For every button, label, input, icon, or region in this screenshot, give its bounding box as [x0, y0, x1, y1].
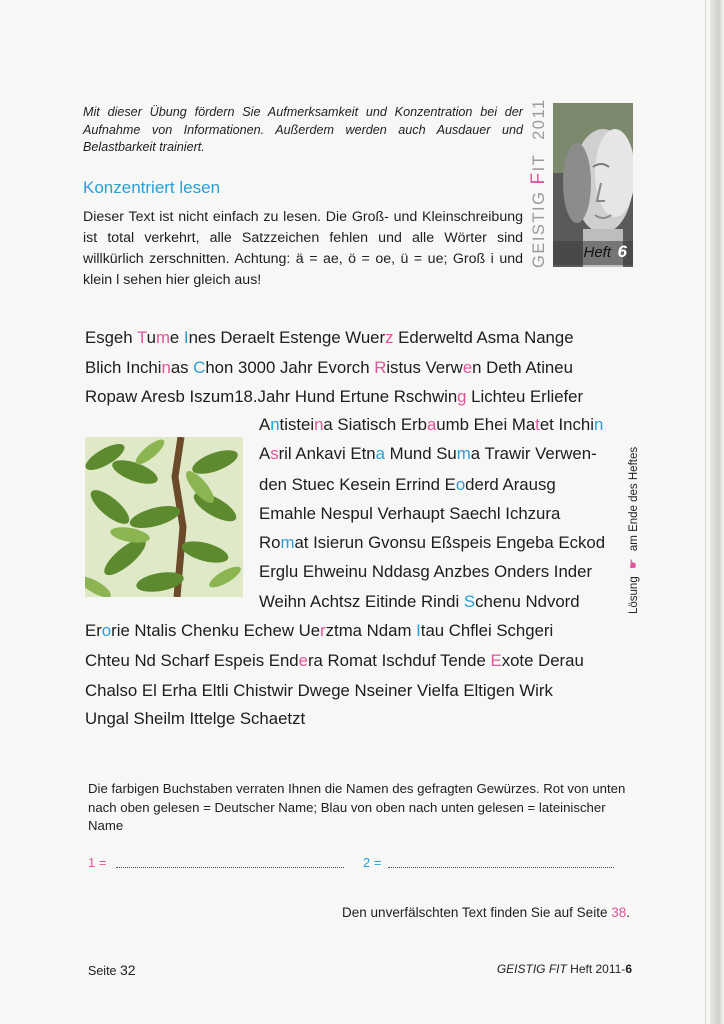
puzzle-line	[85, 709, 305, 729]
puzzle-text-segment: Chalso El Erha Eltli Chistwir Dwege Nseiner Vielfa Eltigen Wirk	[85, 681, 553, 700]
puzzle-line	[85, 387, 583, 407]
puzzle-text-segment: Ro	[259, 533, 281, 552]
highlight-letter-red: n	[161, 358, 171, 377]
color-letters-explanation: Die farbigen Buchstaben verraten Ihnen die Namen des gefragten Gewürzes. Rot von unten nach oben gelesen = Deutscher Name; Blau von oben nach unten gelesen = lateinischer Name	[88, 781, 626, 833]
highlight-letter-red: R	[374, 358, 387, 377]
highlight-letter-red: m	[155, 328, 170, 347]
intro-text: Mit dieser Übung fördern Sie Aufmerksamkeit und Konzentration bei der Aufnahme von Informationen. Außerdem werden auch Ausdauer und Belastbarkeit trainiert.	[83, 105, 523, 154]
brand-f: F	[528, 171, 549, 185]
highlight-letter-blue: I	[183, 328, 189, 347]
puzzle-text-segment: as	[170, 358, 194, 377]
exercise-heading: Konzentriert lesen	[83, 178, 221, 197]
puzzle-text-segment: Blich Inchi	[85, 358, 162, 377]
highlight-letter-red: z	[385, 328, 394, 347]
answer-1-label: 1 =	[88, 855, 107, 870]
highlight-letter-red: E	[490, 651, 502, 670]
highlight-letter-blue: n	[270, 415, 280, 434]
highlight-letter-red: T	[136, 328, 147, 347]
puzzle-text-segment: tau Chflei Schgeri	[420, 621, 554, 640]
highlight-letter-red: r	[320, 621, 326, 640]
puzzle-text-segment: den Stuec Kesein Errind E	[259, 475, 456, 494]
highlight-letter-red: a	[426, 415, 437, 434]
running-head	[420, 962, 632, 976]
puzzle-line	[85, 328, 574, 348]
puzzle-line	[85, 681, 553, 701]
puzzle-text-segment: tistei	[279, 415, 315, 434]
puzzle-text-segment: xote Derau	[501, 651, 584, 670]
puzzle-line	[85, 621, 553, 641]
puzzle-text-segment: Chteu Nd Scharf Espeis End	[85, 651, 299, 670]
pointing-hand-icon: ☛	[626, 558, 640, 570]
puzzle-text-segment: Mund Su	[384, 444, 457, 463]
puzzle-text-segment: istus Verw	[386, 358, 463, 377]
brand-geistig: GEISTIG	[530, 190, 548, 268]
issue-number: 6	[617, 242, 627, 261]
puzzle-text-segment: rie Ntalis Chenku Echew Ue	[111, 621, 321, 640]
brand-year: 2011	[530, 98, 548, 140]
page-number-label: Seite	[88, 964, 120, 978]
puzzle-text-segment: A	[259, 444, 271, 463]
reference-end: .	[626, 905, 630, 920]
puzzle-text-segment: e	[169, 328, 184, 347]
highlight-letter-red: g	[457, 387, 467, 406]
puzzle-text-segment: et Inchi	[539, 415, 594, 434]
puzzle-line	[85, 358, 573, 378]
page-edge	[710, 0, 724, 1024]
puzzle-text-segment: ril Ankavi Etn	[278, 444, 376, 463]
puzzle-text-segment: Ederweltd Asma Nange	[393, 328, 574, 347]
puzzle-text-segment: Lichteu Erliefer	[466, 387, 584, 406]
answer-2-line	[388, 867, 614, 868]
highlight-letter-blue: C	[193, 358, 206, 377]
issue-badge	[553, 241, 633, 265]
puzzle-text-segment: a Siatisch Erb	[323, 415, 427, 434]
reference-text	[300, 905, 630, 920]
answer-2-label: 2 =	[363, 855, 382, 870]
puzzle-line	[259, 533, 605, 553]
puzzle-line	[259, 504, 560, 524]
page-number-value: 32	[119, 962, 136, 978]
solution-hint-pre: Lösung	[628, 576, 640, 614]
running-head-num: 6	[625, 962, 632, 976]
puzzle-line	[85, 651, 584, 671]
running-head-issue: Heft 2011-	[566, 962, 626, 976]
puzzle-text-segment: a Trawir Verwen-	[470, 444, 597, 463]
highlight-letter-red: t	[535, 415, 540, 434]
highlight-letter-red: n	[314, 415, 324, 434]
puzzle-text-segment: Erglu Ehweinu Nddasg Anzbes Onders Inder	[259, 562, 593, 581]
puzzle-text-segment: Ungal Sheilm Ittelge Schaetzt	[85, 709, 306, 728]
puzzle-line	[259, 415, 603, 435]
highlight-letter-blue: a	[375, 444, 385, 463]
puzzle-text-segment: ztma Ndam	[325, 621, 417, 640]
highlight-letter-red: e	[462, 358, 473, 377]
brand-vertical	[528, 98, 550, 268]
puzzle-text-segment: Esgeh	[85, 328, 137, 347]
puzzle-text-segment: nes Deraelt Estenge Wuer	[188, 328, 386, 347]
highlight-letter-blue: o	[455, 475, 466, 494]
puzzle-line	[259, 475, 556, 495]
puzzle-text-segment: hon 3000 Jahr Evorch	[205, 358, 375, 377]
puzzle-text-segment: umb Ehei Ma	[436, 415, 536, 434]
solution-hint-post: am Ende des Heftes	[628, 446, 640, 552]
puzzle-text-segment: A	[259, 415, 271, 434]
highlight-letter-blue: m	[280, 533, 295, 552]
puzzle-text-segment: chenu Ndvord	[475, 592, 580, 611]
puzzle-text-segment: ra Romat Ischduf Tende	[307, 651, 491, 670]
puzzle-line	[259, 592, 580, 612]
issue-label: Heft	[583, 244, 611, 261]
page-gutter-line	[705, 0, 706, 1024]
page-number	[88, 962, 136, 978]
highlight-letter-blue: o	[101, 621, 112, 640]
puzzle-line	[259, 444, 597, 464]
puzzle-text-segment: Weihn Achtsz Eitinde Rindi	[259, 592, 464, 611]
puzzle-text-segment: u	[146, 328, 156, 347]
puzzle-text-segment: Emahle Nespul Verhaupt Saechl Ichzura	[259, 504, 561, 523]
highlight-letter-red: e	[298, 651, 308, 670]
highlight-letter-red: s	[270, 444, 279, 463]
puzzle-text-segment: Ropaw Aresb Iszum18.Jahr Hund Ertune Rschwin	[85, 387, 458, 406]
leaf-photo	[85, 437, 243, 597]
puzzle-text-segment: n Deth Atineu	[472, 358, 573, 377]
highlight-letter-blue: n	[593, 415, 604, 434]
reference-page: 38	[611, 905, 627, 920]
puzzle-line	[259, 562, 592, 582]
highlight-letter-blue: m	[456, 444, 471, 463]
brand-it: IT	[530, 153, 548, 172]
highlight-letter-blue: I	[416, 621, 421, 640]
solution-hint	[626, 447, 640, 614]
instructions-text: Dieser Text ist nicht einfach zu lesen. Die Groß- und Kleinschreibung ist total verkehrt, alle Satzzeichen fehlen und alle Wörter sind willkürlich zerschnitten. Achtung: ä = ae, ö = oe, ü = ue; Groß i und klein l sehen hier gleich aus!	[83, 209, 523, 288]
running-head-title: GEISTIG FIT	[496, 962, 567, 976]
puzzle-text-segment: at Isierun Gvonsu Eßspeis Engeba Eckod	[294, 533, 606, 552]
reference-label: Den unverfälschten Text finden Sie auf Seite	[342, 905, 612, 920]
answer-1-line	[116, 867, 344, 868]
highlight-letter-blue: S	[463, 592, 476, 611]
puzzle-text-segment: Er	[85, 621, 102, 640]
puzzle-text-segment: derd Arausg	[465, 475, 556, 494]
